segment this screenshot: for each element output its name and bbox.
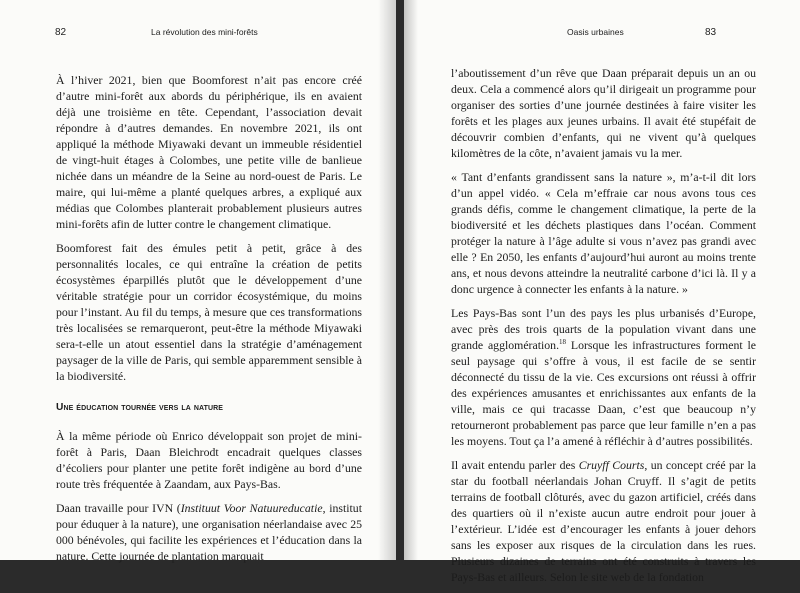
paragraph: À la même période où Enrico développait son projet de mini-forêt à Paris, Daan Bleichrodt encadrait quelques classes d’écoliers pour planter une petite forêt indigène au bord d’une route très fréquentée à Zaandam, aux Pays-Bas. — [56, 429, 362, 491]
italic-term: Cruyff Courts — [578, 458, 645, 472]
running-head-right: Oasis urbaines — [567, 27, 624, 37]
paragraph-ivn: Daan travaille pour IVN (Instituut Voor Natuureducatie, institut pour éduquer à la nature), une organisation néerlandaise avec 25 000 bénévoles, qui facilite les expériences et l’éducation dans la nature. Cette journée de plantation marquait — [56, 501, 362, 563]
paragraph-cruyff: Il avait entendu parler des Cruyff Courts, un concept créé par la star du football néerlandais Johan Cruyff. Il s’agit de petits terrains de football clôturés, avec du gazon artificiel, créés dans des quartiers où il n’existe aucun autre endroit pour jouer à l’extérieur. L’idée est d’encourager les enfants à jouer dehors sans les exposer aux risques de la circulation dans les rues. Plusieurs dizaines de terrains ont été construits à travers les Pays-Bas et ailleurs. Selon le site web de la fondation — [451, 458, 756, 584]
running-head-left: La révolution des mini-forêts — [151, 27, 258, 37]
paragraph: « Tant d’enfants grandissent sans la nature », m’a-t-il dit lors d’un appel vidéo. « Cela m’effraie car nous avons tous ces grands défis, comme le changement climatique, la perte de la biodiversité et les déchets plastiques dans l’océan. Comment protéger la nature à l’âge adulte si vous n’avez pas grandi avec elle ? En 2050, les enfants d’aujourd’hui auront au moins trente ans, et nous devons atteindre la neutralité carbone d’ici là. Il y a donc urgence à connecter les enfants à la nature. » — [451, 170, 756, 296]
gutter-shadow — [378, 0, 396, 560]
section-heading: Une éducation tournée vers la nature — [56, 402, 224, 413]
right-page-body — [451, 65, 756, 593]
paragraph: Boomforest fait des émules petit à petit, grâce à des personnalités locales, ce qui entraîne la création de petits écosystèmes éparpillés plutôt que le développement d’une véritable stratégie pour un corridor écosystémique, du moins pour l’instant. Au fil du temps, à mesure que ces transformations très localisées se remarqueront, peut-être la méthode Miyawaki sera-t-elle un atout essentiel dans la stratégie d’aménagement paysager de la ville de Paris, qui semble apparemment sensible à la biodiversité. — [56, 241, 362, 383]
page-number-right: 83 — [705, 27, 717, 38]
paragraph: À l’hiver 2021, bien que Boomforest n’ait pas encore créé d’autre mini-forêt aux abords du périphérique, ils en avaient déjà une troisième en tête. Cependant, l’association devait répondre à d’autres demandes. En novembre 2021, ils ont appliqué la méthode Miyawaki devant un immeuble résidentiel de vingt-huit étages à Colombes, une petite ville de banlieue nichée dans un méandre de la Seine au nord-ouest de Paris. Le maire, qui lui-même a planté quelques arbres, a expliqué aux médias que Colombes planterait probablement plusieurs autres mini-forêts afin de lutter contre le changement climatique. — [56, 73, 362, 231]
right-page — [404, 0, 800, 584]
page-number-left: 82 — [55, 27, 67, 38]
paragraph: l’aboutissement d’un rêve que Daan préparait depuis un an ou deux. Cela a commencé alors qu’il dirigeait un programme pour organiser des sorties d’une journée destinées à faire visiter les forêts et les plages aux jeunes urbains. Il avait été stupéfait de découvrir combien d’enfants, qui ne vivent qu’à quelques kilomètres de la côte, n’avaient jamais vu la mer. — [451, 66, 756, 160]
left-page — [0, 0, 396, 563]
paragraph-pays-bas: Les Pays-Bas sont l’un des pays les plus urbanisés d’Europe, avec près des trois quarts de la population vivant dans une grande agglomération.$^{18}$ Lorsque les infrastructures forment le seul paysage qui s’offre à vous, il est facile de se sentir déconnecté du tissu de la vie. Ces excursions ont réussi à offrir des expériences amusantes et enrichissantes aux enfants de la ville, mais ce qui tracasse Daan, c’est que beaucoup n’y retourneront probablement pas parce que leur famille n’en a pas les moyens. Tout ça l’a amené à réfléchir à d’autres possibilités. — [451, 306, 756, 448]
footnote-marker[interactable]: 18 — [559, 338, 567, 347]
left-page-body — [56, 72, 362, 572]
italic-term: Instituut Voor Natuureducatie — [180, 501, 323, 515]
gutter-shadow — [404, 0, 418, 560]
